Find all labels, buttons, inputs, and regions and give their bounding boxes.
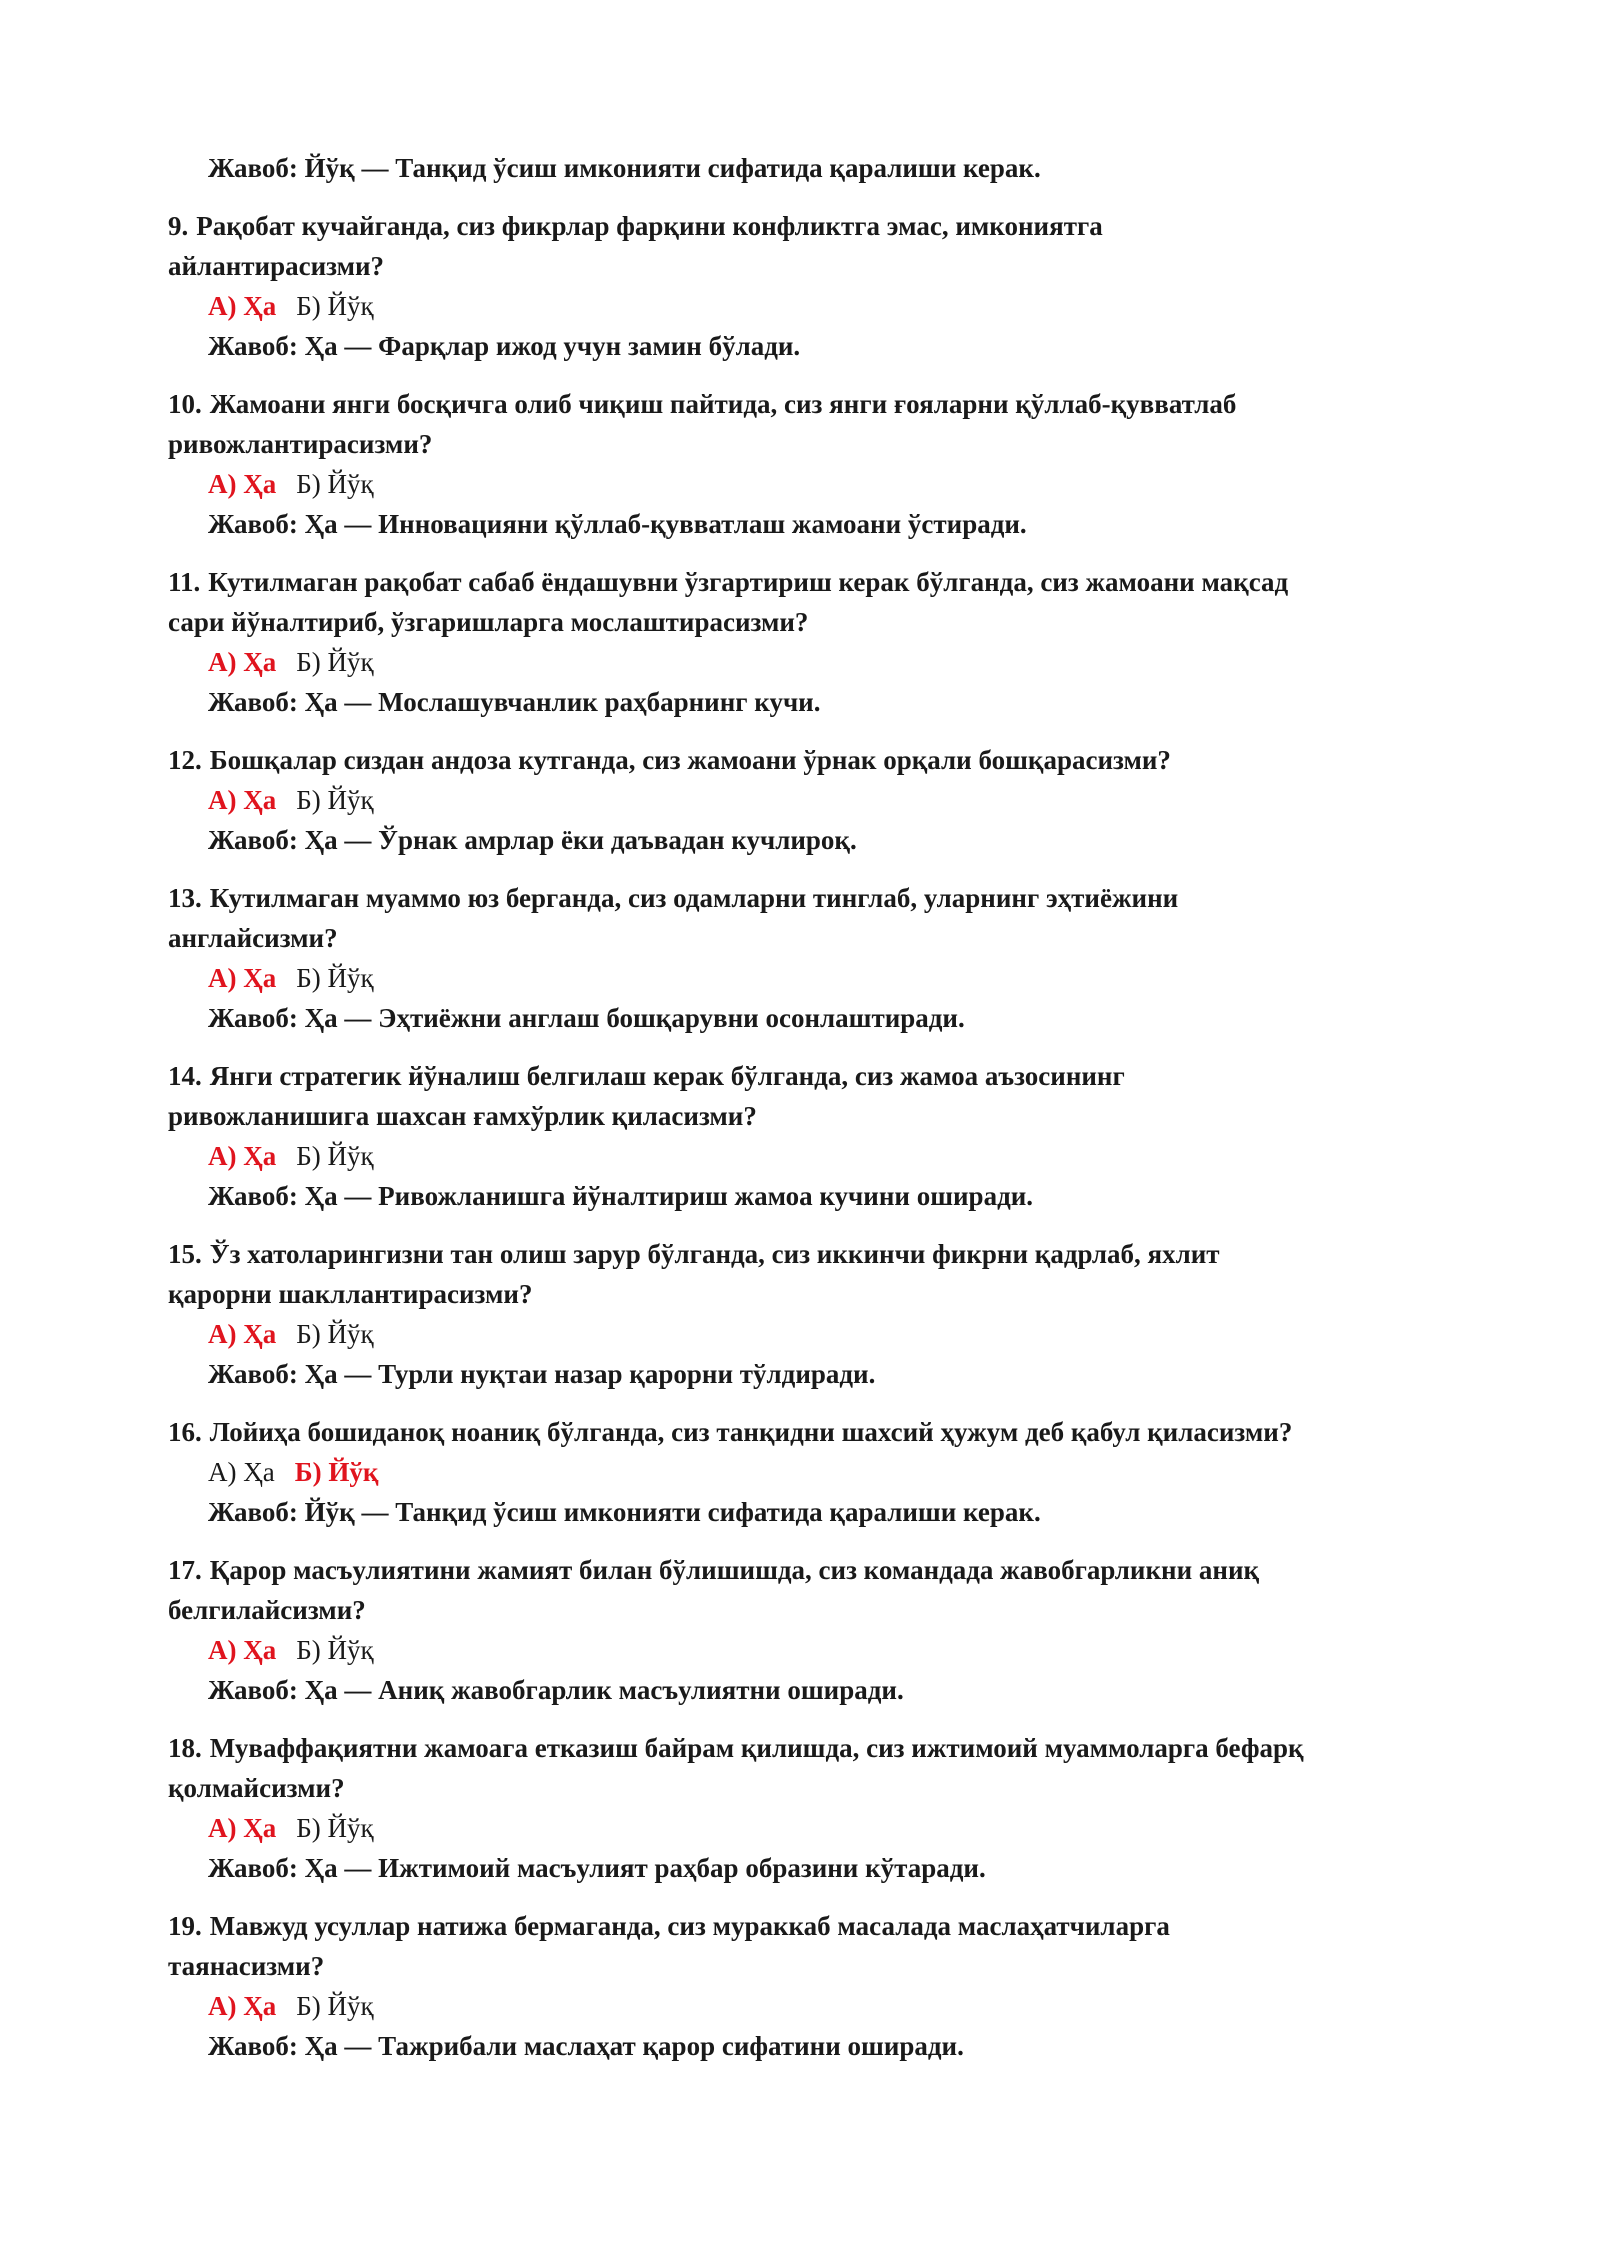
- option-a[interactable]: А) Ҳа: [208, 785, 277, 815]
- question-block: [168, 1412, 1448, 1532]
- option-a[interactable]: А) Ҳа: [208, 291, 277, 321]
- question-line: Кутилмаган муаммо юз берганда, сиз одамларни тинглаб, уларнинг эҳтиёжини: [209, 883, 1179, 913]
- question-block: [168, 562, 1448, 722]
- question-number: 18.: [168, 1733, 202, 1763]
- options-row: [168, 1986, 1448, 2026]
- options-row: [168, 958, 1448, 998]
- question-text: [168, 1412, 1448, 1452]
- question-block: [168, 1906, 1448, 2066]
- option-a[interactable]: А) Ҳа: [208, 1813, 277, 1843]
- answer-text: Жавоб: Ҳа — Ижтимоий масъулият раҳбар образини кўтаради.: [208, 1853, 986, 1883]
- question-block: [168, 740, 1448, 860]
- answer-text: Жавоб: Ҳа — Тажрибали маслаҳат қарор сифатини оширади.: [208, 2031, 964, 2061]
- question-text: [168, 878, 1448, 918]
- question-block: [168, 1234, 1448, 1394]
- options-row: [168, 1808, 1448, 1848]
- question-list: [168, 206, 1448, 2066]
- option-b[interactable]: Б) Йўқ: [296, 1319, 374, 1349]
- question-line: Ўз хатоларингизни тан олиш зарур бўлганда, сиз иккинчи фикрни қадрлаб, яхлит: [209, 1239, 1220, 1269]
- question-line: Лойиҳа бошиданоқ ноаниқ бўлганда, сиз танқидни шахсий ҳужум деб қабул қиласизми?: [209, 1417, 1293, 1447]
- quiz-content: [168, 148, 1448, 2084]
- question-block: [168, 206, 1448, 366]
- options-row: [168, 1452, 1448, 1492]
- question-text: [168, 1728, 1448, 1768]
- question-line-continued: қолмайсизми?: [168, 1773, 345, 1803]
- option-a[interactable]: А) Ҳа: [208, 963, 277, 993]
- option-b[interactable]: Б) Йўқ: [296, 291, 374, 321]
- question-number: 10.: [168, 389, 202, 419]
- option-a[interactable]: А) Ҳа: [208, 1991, 277, 2021]
- question-line: Жамоани янги босқичга олиб чиқиш пайтида, сиз янги ғояларни қўллаб-қувватлаб: [209, 389, 1237, 419]
- question-number: 17.: [168, 1555, 202, 1585]
- options-row: [168, 286, 1448, 326]
- answer-text: Жавоб: Ҳа — Фарқлар ижод учун замин бўлади.: [208, 331, 801, 361]
- option-a[interactable]: А) Ҳа: [208, 1635, 277, 1665]
- options-row: [168, 642, 1448, 682]
- question-number: 14.: [168, 1061, 202, 1091]
- question-block: [168, 1056, 1448, 1216]
- question-block: [168, 1550, 1448, 1710]
- option-b[interactable]: Б) Йўқ: [296, 1141, 374, 1171]
- options-row: [168, 1314, 1448, 1354]
- question-block: [168, 1728, 1448, 1888]
- question-line-continued: англайсизми?: [168, 923, 338, 953]
- question-block: [168, 384, 1448, 544]
- option-b[interactable]: Б) Йўқ: [296, 963, 374, 993]
- option-b[interactable]: Б) Йўқ: [296, 647, 374, 677]
- option-b[interactable]: Б) Йўқ: [296, 1991, 374, 2021]
- option-b[interactable]: Б) Йўқ: [296, 785, 374, 815]
- answer-text: Жавоб: Ҳа — Ривожланишга йўналтириш жамоа кучини оширади.: [208, 1181, 1034, 1211]
- question-number: 15.: [168, 1239, 202, 1269]
- options-row: [168, 1630, 1448, 1670]
- question-text: [168, 1234, 1448, 1274]
- question-line: Янги стратегик йўналиш белгилаш керак бўлганда, сиз жамоа аъзосининг: [209, 1061, 1125, 1091]
- question-text: [168, 384, 1448, 424]
- option-a[interactable]: А) Ҳа: [208, 1141, 277, 1171]
- answer-text: Жавоб: Йўқ — Танқид ўсиш имконияти сифатида қаралиши керак.: [208, 1497, 1041, 1527]
- question-line-continued: ривожланишига шахсан ғамхўрлик қиласизми?: [168, 1101, 757, 1131]
- question-line: Мавжуд усуллар натижа бермаганда, сиз мураккаб масалада маслаҳатчиларга: [209, 1911, 1170, 1941]
- question-line: Бошқалар сиздан андоза кутганда, сиз жамоани ўрнак орқали бошқарасизми?: [209, 745, 1171, 775]
- question-number: 12.: [168, 745, 202, 775]
- question-number: 13.: [168, 883, 202, 913]
- intro-answer: Жавоб: Йўқ — Танқид ўсиш имконияти сифатида қаралиши керак.: [208, 153, 1041, 183]
- question-text: [168, 1056, 1448, 1096]
- option-b[interactable]: Б) Йўқ: [296, 1813, 374, 1843]
- option-a[interactable]: А) Ҳа: [208, 1319, 277, 1349]
- options-row: [168, 780, 1448, 820]
- question-line-continued: таянасизми?: [168, 1951, 325, 1981]
- question-line-continued: ривожлантирасизми?: [168, 429, 433, 459]
- question-text: [168, 562, 1448, 602]
- option-b[interactable]: Б) Йўқ: [296, 1635, 374, 1665]
- answer-text: Жавоб: Ҳа — Аниқ жавобгарлик масъулиятни оширади.: [208, 1675, 904, 1705]
- question-number: 19.: [168, 1911, 202, 1941]
- question-block: [168, 878, 1448, 1038]
- question-line: Қарор масъулиятини жамият билан бўлишишда, сиз командада жавобгарликни аниқ: [209, 1555, 1260, 1585]
- option-a[interactable]: А) Ҳа: [208, 647, 277, 677]
- option-a[interactable]: А) Ҳа: [208, 1457, 275, 1487]
- question-text: [168, 1906, 1448, 1946]
- question-line-continued: белгилайсизми?: [168, 1595, 366, 1625]
- answer-text: Жавоб: Ҳа — Эҳтиёжни англаш бошқарувни осонлаштиради.: [208, 1003, 965, 1033]
- question-line: Рақобат кучайганда, сиз фикрлар фарқини конфликтга эмас, имкониятга: [196, 211, 1103, 241]
- question-line: Кутилмаган рақобат сабаб ёндашувни ўзгартириш керак бўлганда, сиз жамоани мақсад: [208, 567, 1289, 597]
- option-b[interactable]: Б) Йўқ: [294, 1457, 379, 1487]
- options-row: [168, 464, 1448, 504]
- question-number: 9.: [168, 211, 189, 241]
- question-line-continued: айлантирасизми?: [168, 251, 385, 281]
- option-b[interactable]: Б) Йўқ: [296, 469, 374, 499]
- answer-text: Жавоб: Ҳа — Мослашувчанлик раҳбарнинг кучи.: [208, 687, 821, 717]
- question-line-continued: қарорни шакллантирасизми?: [168, 1279, 533, 1309]
- question-line-continued: сари йўналтириб, ўзгаришларга мослаштирасизми?: [168, 607, 809, 637]
- question-text: [168, 1550, 1448, 1590]
- option-a[interactable]: А) Ҳа: [208, 469, 277, 499]
- answer-text: Жавоб: Ҳа — Ўрнак амрлар ёки даъвадан кучлироқ.: [208, 825, 857, 855]
- question-number: 16.: [168, 1417, 202, 1447]
- answer-text: Жавоб: Ҳа — Турли нуқтаи назар қарорни тўлдиради.: [208, 1359, 876, 1389]
- question-number: 11.: [168, 567, 201, 597]
- question-line: Муваффақиятни жамоага етказиш байрам қилишда, сиз ижтимоий муаммоларга бефарқ: [209, 1733, 1304, 1763]
- options-row: [168, 1136, 1448, 1176]
- question-text: [168, 740, 1448, 780]
- answer-text: Жавоб: Ҳа — Инновацияни қўллаб-қувватлаш жамоани ўстиради.: [208, 509, 1027, 539]
- question-text: [168, 206, 1448, 246]
